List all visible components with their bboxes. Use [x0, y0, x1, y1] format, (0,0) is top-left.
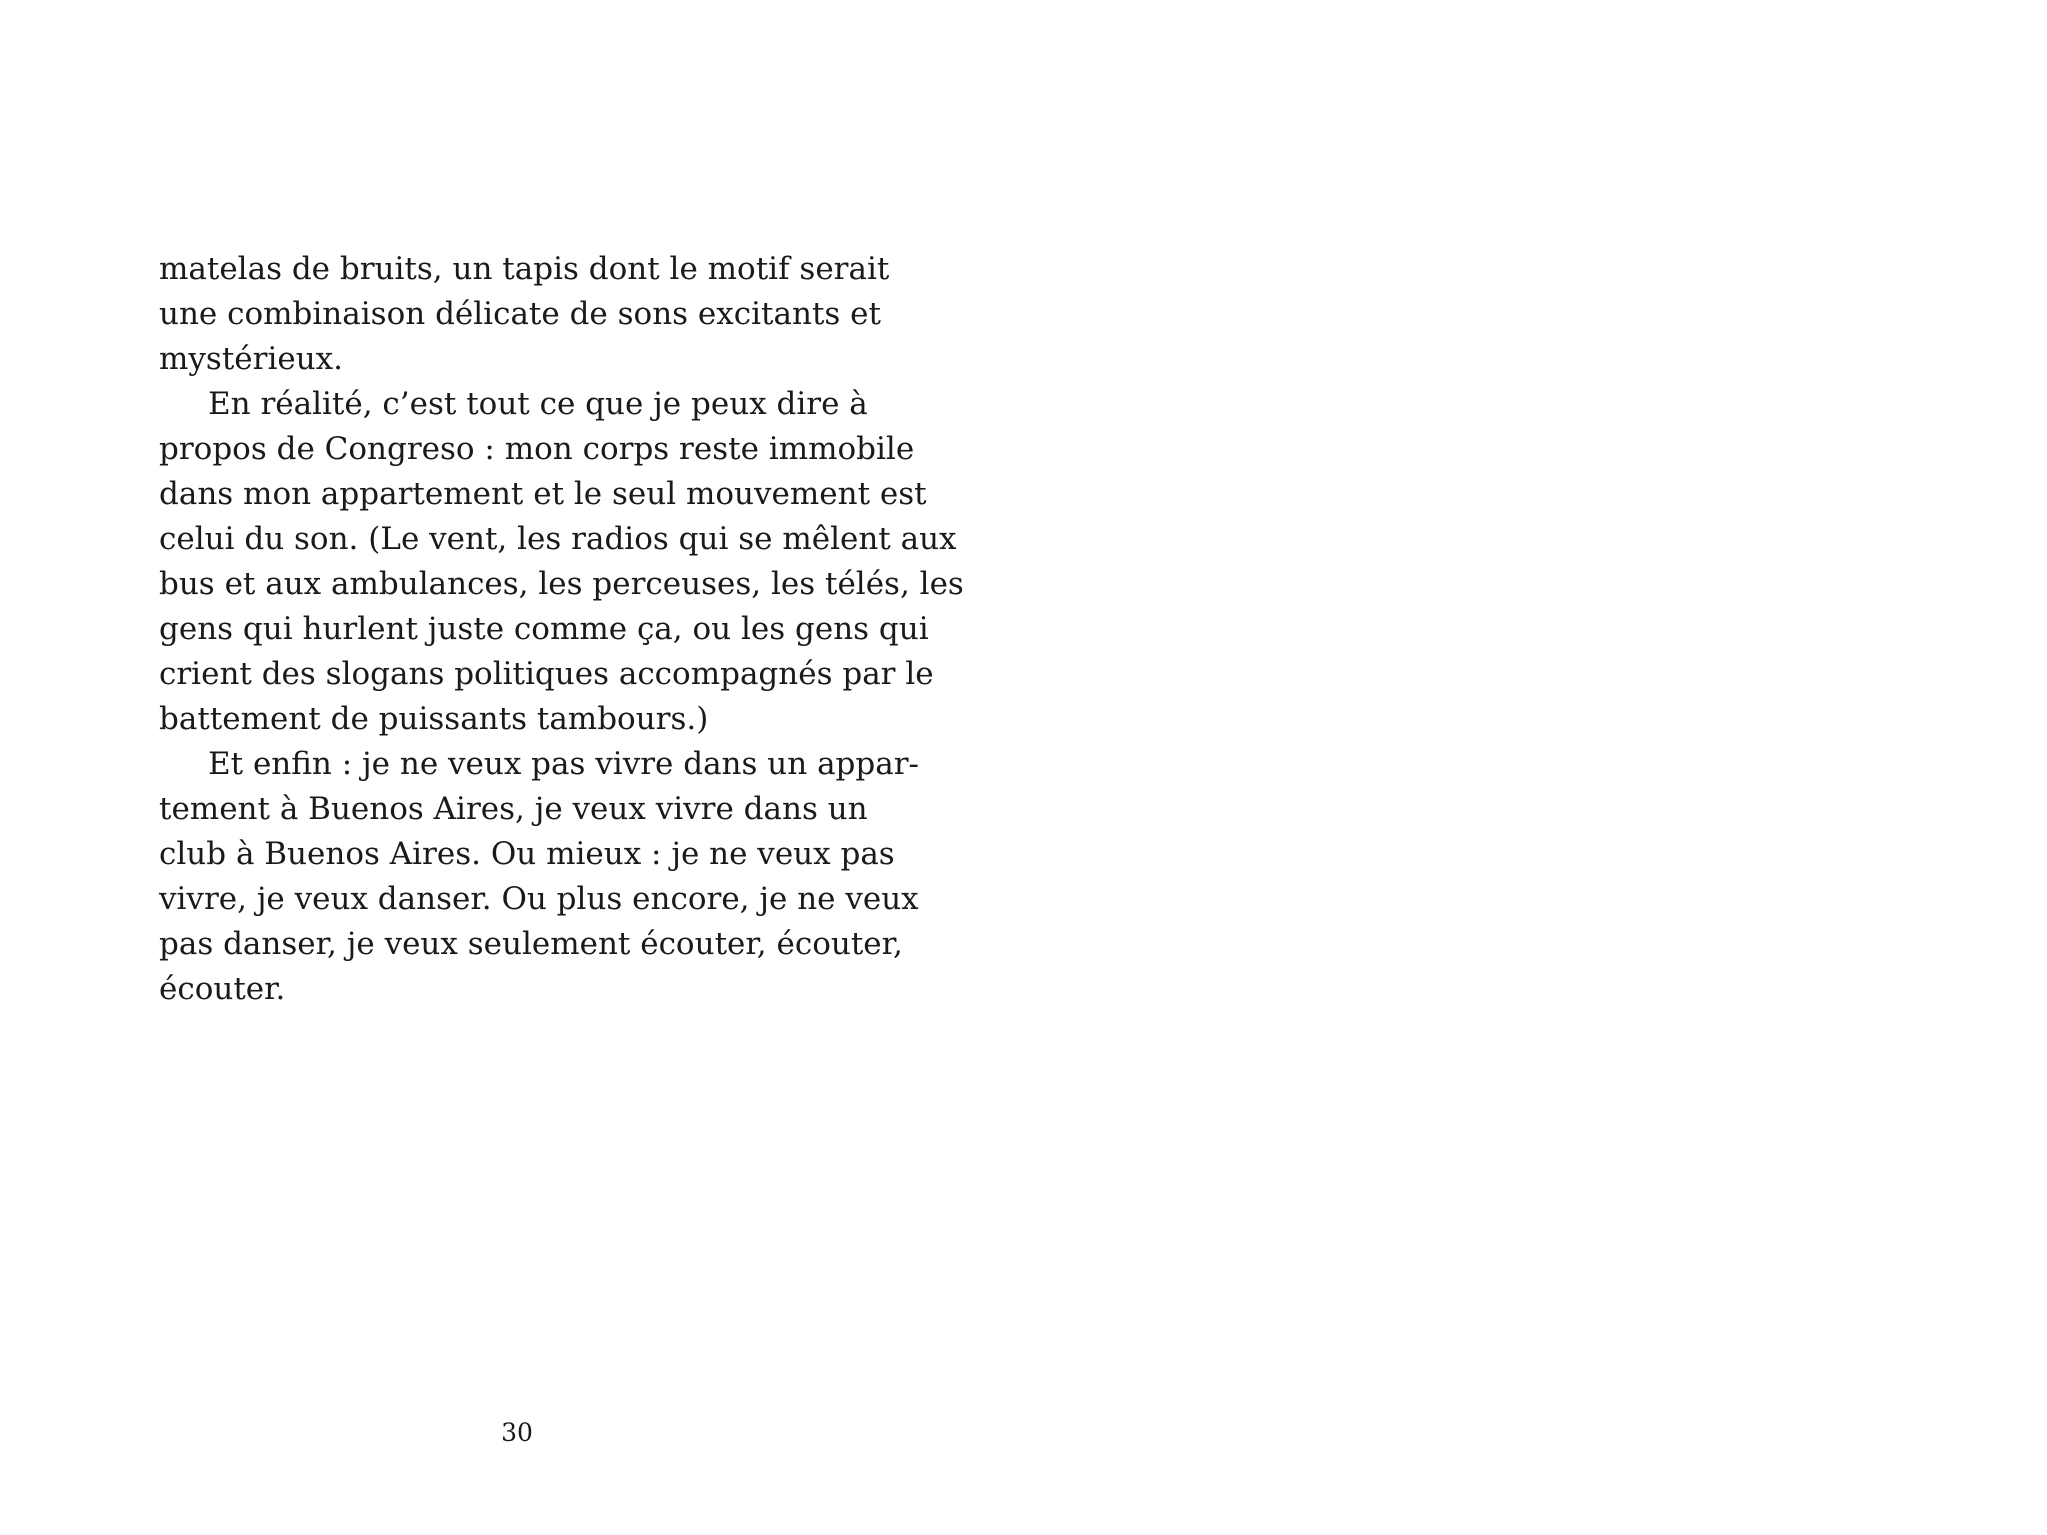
text-line: tement à Buenos Aires, je veux vivre dans un	[159, 791, 868, 827]
text-line: dans mon appartement et le seul mouvement est	[159, 476, 927, 512]
text-line: club à Buenos Aires. Ou mieux : je ne veux pas	[159, 836, 895, 872]
text-line: En réalité, c’est tout ce que je peux dire à	[208, 386, 868, 422]
text-line: Et enfin : je ne veux pas vivre dans un appar-	[208, 746, 920, 782]
text-line: écouter.	[159, 971, 286, 1007]
paragraph-3	[159, 742, 920, 1012]
text-line: celui du son. (Le vent, les radios qui se mêlent aux	[159, 521, 957, 557]
paragraph-2	[159, 382, 964, 742]
text-line: battement de puissants tambours.)	[159, 701, 709, 737]
text-line: vivre, je veux danser. Ou plus encore, je ne veux	[159, 881, 919, 917]
paragraph-1	[159, 247, 890, 382]
text-line: gens qui hurlent juste comme ça, ou les gens qui	[159, 611, 929, 647]
text-line: mystérieux.	[159, 341, 344, 377]
text-line: propos de Congreso : mon corps reste immobile	[159, 431, 915, 467]
text-line: une combinaison délicate de sons excitants et	[159, 296, 881, 332]
page-number: 30	[501, 1418, 533, 1447]
text-line: pas danser, je veux seulement écouter, écouter,	[159, 926, 903, 962]
text-line: bus et aux ambulances, les perceuses, les télés, les	[159, 566, 964, 602]
body-text	[159, 247, 964, 1012]
text-line: matelas de bruits, un tapis dont le motif serait	[159, 251, 890, 287]
text-line: crient des slogans politiques accompagnés par le	[159, 656, 934, 692]
